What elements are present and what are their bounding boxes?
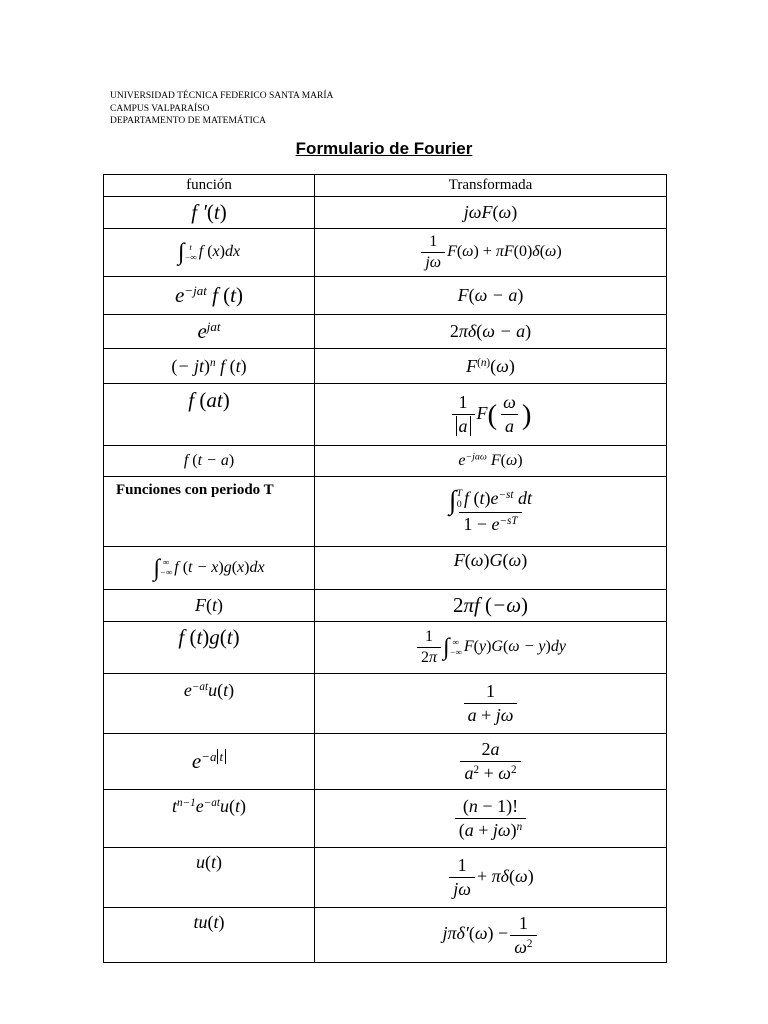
table-row [104, 790, 667, 848]
function-cell: ∫ ∞ −∞ f (t − x)g(x)dx [104, 547, 315, 590]
transform-cell: 2πδ(ω − a) [315, 315, 667, 349]
transform-cell: F(ω)G(ω) [315, 547, 667, 590]
table-row [104, 848, 667, 908]
table-row [104, 315, 667, 349]
transform-cell: ∫ T 0 f $(t)e^{-st}$ dt $1 - e^{-sT}$ [315, 477, 667, 547]
transform-cell: F(ω − a) [315, 277, 667, 315]
table-row [104, 674, 667, 734]
table-row [104, 477, 667, 547]
university-name: UNIVERSIDAD TÉCNICA FEDERICO SANTA MARÍA [110, 91, 334, 101]
function-cell: $e^{jat}$ [104, 315, 315, 349]
transform-cell: $F^{(n)}(\omega)$ [315, 349, 667, 384]
function-cell: F(t) [104, 590, 315, 622]
function-cell: (− jt)$^n$ f (t) [104, 349, 315, 384]
transform-cell: $\frac{1}{j\omega}$ F(ω) + πF(0)δ(ω) [315, 229, 667, 277]
function-cell: f (t)g(t) [104, 622, 315, 674]
function-cell: $e^{-at}u(t)$ [104, 674, 315, 734]
table-row [104, 547, 667, 590]
column-header-transform: Transformada [315, 175, 667, 197]
transform-cell: $\frac{1}{a + j\omega}$ [315, 674, 667, 734]
campus-name: CAMPUS VALPARAÍSO [110, 103, 210, 114]
function-cell: f ′(t) [104, 197, 315, 229]
table-row [104, 590, 667, 622]
page-title: Formulario de Fourier [295, 139, 473, 158]
table-row [104, 446, 667, 477]
table-row [104, 349, 667, 384]
function-cell: $e^{-jat}$ f (t) [104, 277, 315, 315]
transform-cell: jπδ′(ω) − $\frac{1}{\omega^2}$ [315, 908, 667, 963]
function-cell: tu(t) [104, 908, 315, 963]
periodic-label-cell: Funciones con periodo T [104, 477, 315, 547]
table-row [104, 197, 667, 229]
transform-cell: jωF(ω) [315, 197, 667, 229]
transform-cell: $\frac{1}{j\omega}$ + πδ(ω) [315, 848, 667, 908]
transform-cell: 2πf (−ω) [315, 590, 667, 622]
transform-cell: $\frac{1}{2\pi}$ ∫ ∞ −∞ F(y)G(ω − y)dy [315, 622, 667, 674]
transform-cell: $\frac{(n - 1)!}{(a + j\omega)^n}$ [315, 790, 667, 848]
department-name: DEPARTAMENTO DE MATEMÁTICA [110, 116, 266, 126]
table-row [104, 229, 667, 277]
function-cell: f (at) [104, 384, 315, 446]
function-cell: ∫ t −∞ f (x)dx [104, 229, 315, 277]
transform-cell: $\frac{1}{a}$ F( $\frac{\omega}{a}$ ) [315, 384, 667, 446]
table-row [104, 277, 667, 315]
transform-cell: $\frac{2a}{a^2 + \omega^2}$ [315, 734, 667, 790]
table-row [104, 622, 667, 674]
transform-cell: $e^{-ja\omega}$ F(ω) [315, 446, 667, 477]
function-cell: f (t − a) [104, 446, 315, 477]
function-cell: $e^{-a t}$ [104, 734, 315, 790]
fourier-table [103, 174, 667, 963]
table-row [104, 384, 667, 446]
function-cell: u(t) [104, 848, 315, 908]
institution-header [110, 90, 333, 128]
table-header-row [104, 175, 667, 197]
table-row [104, 734, 667, 790]
table-row [104, 908, 667, 963]
function-cell: $t^{n-1}e^{-at}u(t)$ [104, 790, 315, 848]
column-header-function: función [104, 175, 315, 197]
